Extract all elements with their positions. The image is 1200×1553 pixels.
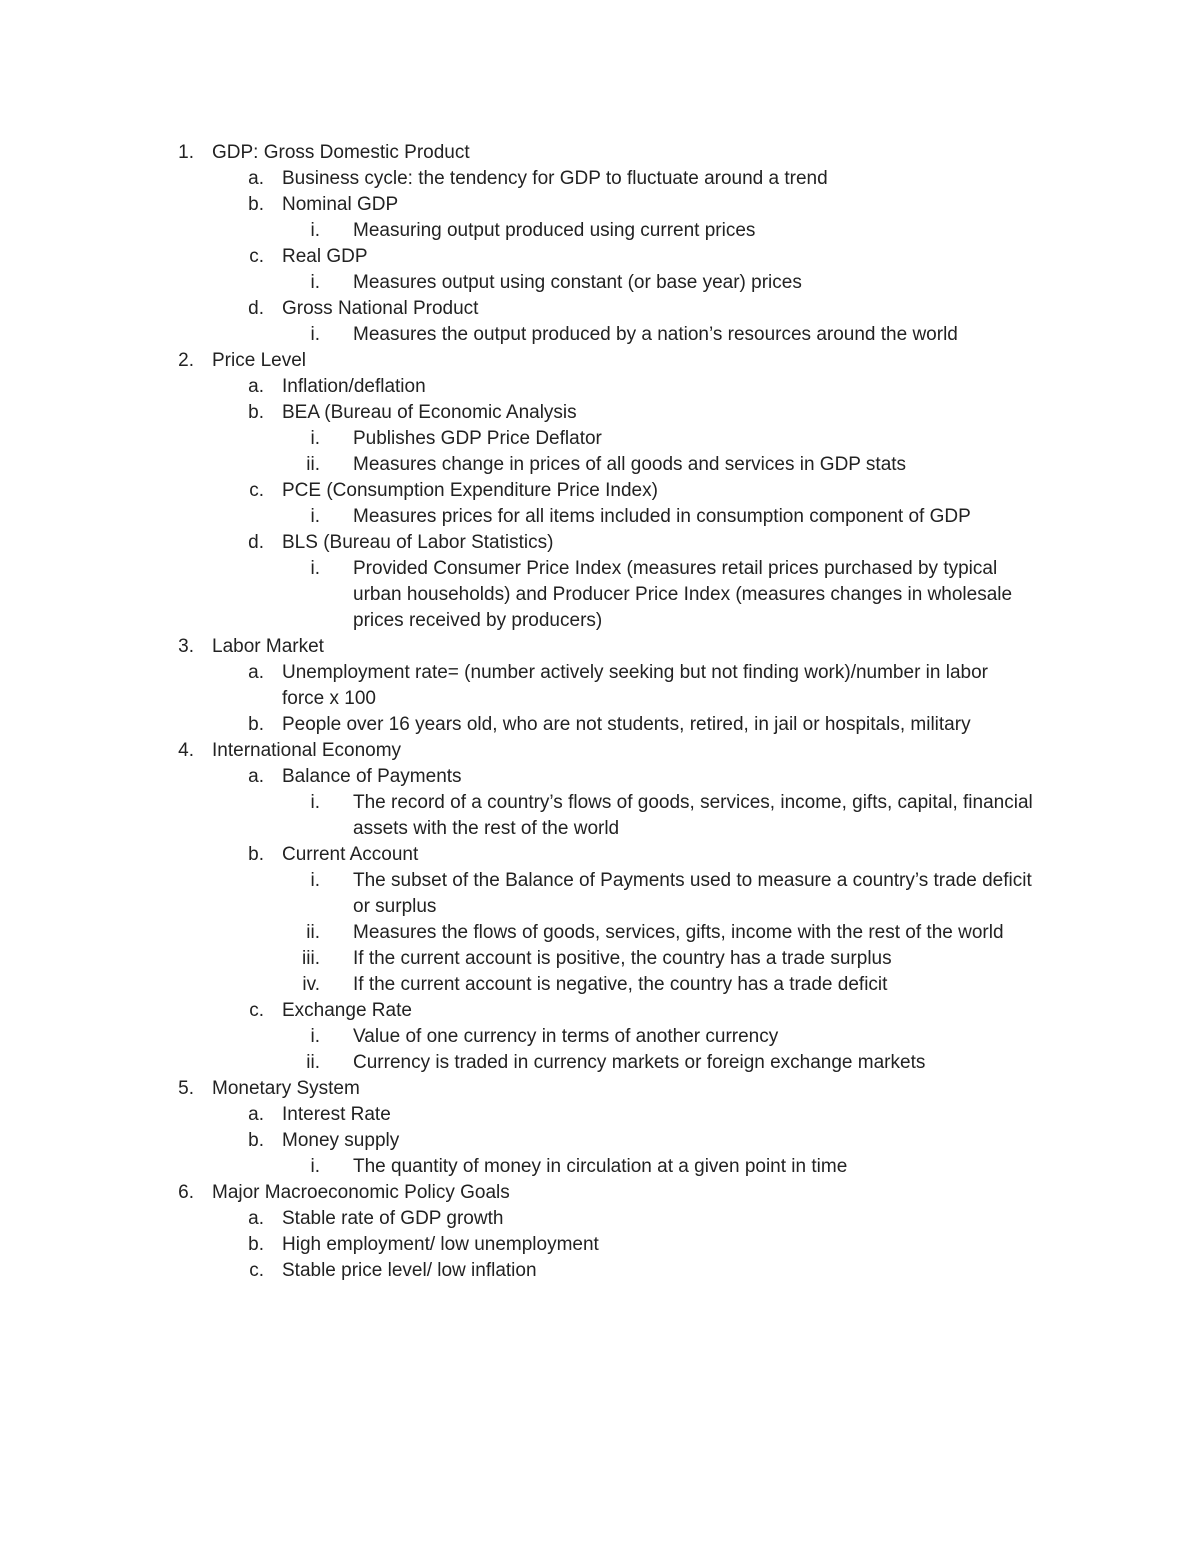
list-item	[0, 166, 1200, 192]
item-text: Inflation/deflation	[282, 376, 426, 397]
sub-list-item	[0, 920, 1200, 946]
list-marker: b.	[248, 1130, 264, 1151]
list-marker: ii.	[306, 922, 320, 943]
item-text: Current Account	[282, 844, 419, 865]
item-text: If the current account is negative, the country has a trade deficit	[353, 974, 888, 995]
section-heading	[0, 738, 1200, 764]
list-marker: i.	[310, 870, 320, 891]
list-marker: b.	[248, 402, 264, 423]
sub-list-item	[0, 556, 1200, 582]
sub-list-item-continuation	[0, 582, 1200, 608]
list-item	[0, 1206, 1200, 1232]
sub-list-item	[0, 218, 1200, 244]
item-text: Stable price level/ low inflation	[282, 1260, 537, 1281]
sub-list-item	[0, 1024, 1200, 1050]
sub-list-item	[0, 790, 1200, 816]
list-marker: a.	[248, 662, 264, 683]
item-text: International Economy	[212, 740, 402, 761]
item-text: BLS (Bureau of Labor Statistics)	[282, 532, 554, 553]
list-marker: iv.	[302, 974, 320, 995]
list-marker: i.	[310, 506, 320, 527]
list-marker: i.	[310, 428, 320, 449]
item-text: The subset of the Balance of Payments used to measure a country’s trade deficit	[353, 870, 1032, 891]
sub-list-item	[0, 270, 1200, 296]
item-text: Currency is traded in currency markets or foreign exchange markets	[353, 1052, 926, 1073]
item-text: Labor Market	[212, 636, 324, 657]
list-marker: i.	[310, 1156, 320, 1177]
item-text-continuation: or surplus	[353, 896, 437, 917]
item-text: Real GDP	[282, 246, 368, 267]
list-marker: i.	[310, 558, 320, 579]
list-item	[0, 1102, 1200, 1128]
sub-list-item	[0, 868, 1200, 894]
section-heading	[0, 140, 1200, 166]
item-text-continuation: assets with the rest of the world	[353, 818, 620, 839]
list-item	[0, 842, 1200, 868]
list-marker: 4.	[178, 740, 194, 761]
list-marker: c.	[249, 1000, 264, 1021]
item-text: The quantity of money in circulation at a given point in time	[353, 1156, 848, 1177]
list-item	[0, 764, 1200, 790]
list-item	[0, 478, 1200, 504]
list-item	[0, 530, 1200, 556]
item-text: Gross National Product	[282, 298, 479, 319]
list-item	[0, 1232, 1200, 1258]
list-marker: a.	[248, 168, 264, 189]
list-marker: i.	[310, 324, 320, 345]
list-marker: i.	[310, 272, 320, 293]
list-marker: ii.	[306, 1052, 320, 1073]
item-text: PCE (Consumption Expenditure Price Index)	[282, 480, 658, 501]
item-text: Interest Rate	[282, 1104, 391, 1125]
item-text: GDP: Gross Domestic Product	[212, 142, 470, 163]
list-marker: 3.	[178, 636, 194, 657]
list-marker: a.	[248, 1104, 264, 1125]
item-text: Measures the flows of goods, services, gifts, income with the rest of the world	[353, 922, 1004, 943]
list-marker: b.	[248, 714, 264, 735]
list-marker: a.	[248, 766, 264, 787]
sub-list-item-continuation	[0, 894, 1200, 920]
item-text: Major Macroeconomic Policy Goals	[212, 1182, 510, 1203]
list-item	[0, 1128, 1200, 1154]
item-text: People over 16 years old, who are not students, retired, in jail or hospitals, military	[282, 714, 971, 735]
section-heading	[0, 1180, 1200, 1206]
item-text: Balance of Payments	[282, 766, 462, 787]
item-text: Money supply	[282, 1130, 400, 1151]
item-text: Price Level	[212, 350, 306, 371]
list-marker: 6.	[178, 1182, 194, 1203]
item-text: Exchange Rate	[282, 1000, 412, 1021]
item-text-continuation: force x 100	[282, 688, 376, 709]
sub-list-item	[0, 322, 1200, 348]
item-text: Value of one currency in terms of another currency	[353, 1026, 779, 1047]
list-item	[0, 374, 1200, 400]
list-marker: c.	[249, 246, 264, 267]
item-text: Measuring output produced using current prices	[353, 220, 756, 241]
sub-list-item	[0, 972, 1200, 998]
sub-list-item	[0, 1154, 1200, 1180]
sub-list-item	[0, 504, 1200, 530]
list-marker: a.	[248, 376, 264, 397]
list-item	[0, 244, 1200, 270]
sub-list-item-continuation	[0, 816, 1200, 842]
list-item	[0, 296, 1200, 322]
sub-list-item	[0, 946, 1200, 972]
item-text: Business cycle: the tendency for GDP to fluctuate around a trend	[282, 168, 828, 189]
item-text: BEA (Bureau of Economic Analysis	[282, 402, 577, 423]
list-marker: 2.	[178, 350, 194, 371]
item-text: Measures output using constant (or base year) prices	[353, 272, 802, 293]
list-marker: b.	[248, 1234, 264, 1255]
list-item	[0, 660, 1200, 686]
section-heading	[0, 348, 1200, 374]
item-text-continuation: prices received by producers)	[353, 610, 603, 631]
item-text: Measures prices for all items included in consumption component of GDP	[353, 506, 971, 527]
item-text: Publishes GDP Price Deflator	[353, 428, 602, 449]
item-text: Unemployment rate= (number actively seeking but not finding work)/number in labor	[282, 662, 988, 683]
list-item	[0, 1258, 1200, 1284]
sub-list-item	[0, 426, 1200, 452]
item-text: If the current account is positive, the country has a trade surplus	[353, 948, 892, 969]
outline-document	[0, 140, 1200, 1284]
section-heading	[0, 1076, 1200, 1102]
list-marker: i.	[310, 792, 320, 813]
item-text: Monetary System	[212, 1078, 360, 1099]
list-marker: 5.	[178, 1078, 194, 1099]
list-marker: 1.	[178, 142, 194, 163]
list-marker: iii.	[302, 948, 320, 969]
list-marker: c.	[249, 480, 264, 501]
item-text: Measures change in prices of all goods and services in GDP stats	[353, 454, 907, 475]
sub-list-item-continuation	[0, 608, 1200, 634]
item-text: Nominal GDP	[282, 194, 399, 215]
list-marker: a.	[248, 1208, 264, 1229]
list-marker: i.	[310, 1026, 320, 1047]
item-text: Measures the output produced by a nation’s resources around the world	[353, 324, 958, 345]
list-marker: ii.	[306, 454, 320, 475]
item-text: Stable rate of GDP growth	[282, 1208, 504, 1229]
list-item	[0, 712, 1200, 738]
section-heading	[0, 634, 1200, 660]
list-marker: d.	[248, 298, 264, 319]
list-item	[0, 998, 1200, 1024]
list-item	[0, 400, 1200, 426]
item-text: Provided Consumer Price Index (measures retail prices purchased by typical	[353, 558, 998, 579]
item-text: High employment/ low unemployment	[282, 1234, 599, 1255]
item-text: The record of a country’s flows of goods, services, income, gifts, capital, financial	[353, 792, 1033, 813]
sub-list-item	[0, 452, 1200, 478]
list-marker: c.	[249, 1260, 264, 1281]
item-text-continuation: urban households) and Producer Price Index (measures changes in wholesale	[353, 584, 1013, 605]
list-marker: d.	[248, 532, 264, 553]
list-marker: i.	[310, 220, 320, 241]
sub-list-item	[0, 1050, 1200, 1076]
list-item-continuation	[0, 686, 1200, 712]
list-marker: b.	[248, 844, 264, 865]
list-marker: b.	[248, 194, 264, 215]
list-item	[0, 192, 1200, 218]
